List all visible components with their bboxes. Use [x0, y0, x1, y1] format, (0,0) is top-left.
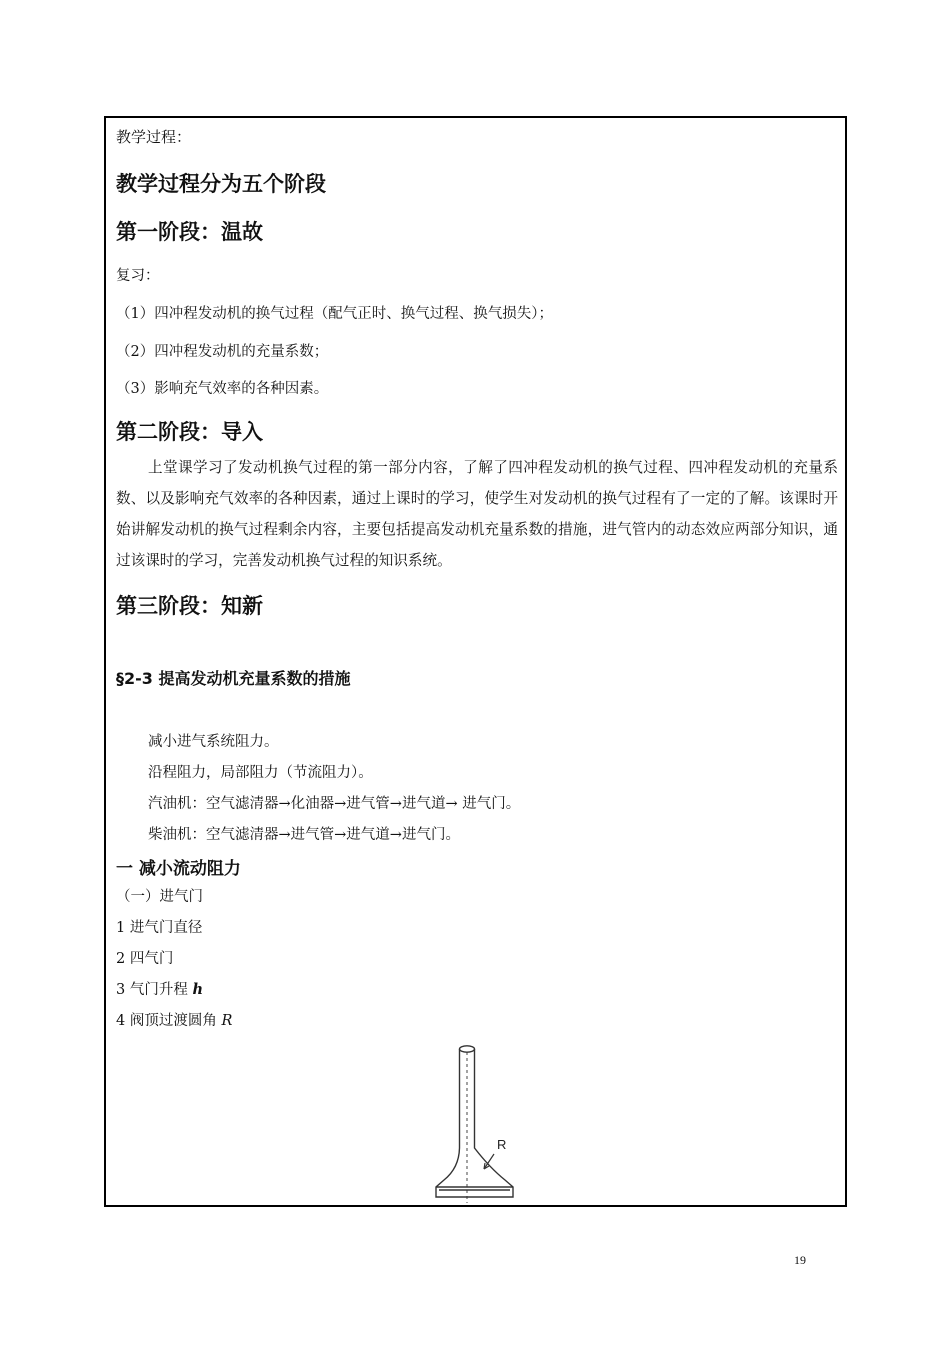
subheading: 一 减小流动阻力 — [116, 859, 241, 879]
stage2-paragraph-text: 上堂课学习了发动机换气过程的第一部分内容，了解了四冲程发动机的换气过程、四冲程发动机的充量系数、以及影响充气效率的各种因素，通过上课时的学习，使学生对发动机的换气过程有了一定的了解。该课时开始讲解发动机的换气过程剩余内容，主要包括提高发动机充量系数的措施，进气管内的动态效应两部分知识，通过该课时的学习，完善发动机换气过程的知识系统。 — [116, 459, 838, 569]
stage2-heading: 第二阶段：导入 — [116, 420, 263, 444]
text-line: 减小进气系统阻力。 — [148, 734, 279, 750]
valve-body — [436, 1049, 513, 1197]
text-line: 沿程阻力，局部阻力（节流阻力）。 — [148, 765, 373, 781]
list-item: 1 进气门直径 — [116, 920, 203, 936]
page-number: 19 — [794, 1253, 806, 1267]
stage2-paragraph — [116, 452, 838, 576]
review-item-3: （3）影响充气效率的各种因素。 — [116, 381, 329, 397]
list-item-valve-lift — [116, 978, 203, 999]
list-item-fillet — [116, 1009, 232, 1030]
review-label: 复习： — [116, 268, 160, 284]
main-title: 教学过程分为五个阶段 — [116, 172, 326, 196]
list-item-text: 3 气门升程 — [116, 982, 193, 998]
stage1-heading: 第一阶段：温故 — [116, 220, 263, 244]
list-item: 2 四气门 — [116, 951, 174, 967]
list-item: （一）进气门 — [116, 889, 203, 905]
fillet-radius-label: R — [497, 1137, 507, 1152]
stage3-heading: 第三阶段：知新 — [116, 594, 263, 618]
petrol-engine-path: 汽油机：空气滤清器→化油器→进气管→进气道→ 进气门。 — [148, 796, 521, 812]
valve-diagram — [431, 1040, 521, 1205]
valve-stem-top — [460, 1046, 475, 1052]
list-item-text: 4 阀顶过渡圆角 — [116, 1013, 222, 1029]
review-item-2: （2）四冲程发动机的充量系数； — [116, 344, 329, 360]
section-title: §2-3 提高发动机充量系数的措施 — [116, 669, 351, 688]
diesel-engine-path: 柴油机：空气滤清器→进气管→进气道→进气门。 — [148, 827, 460, 843]
var-h: h — [192, 981, 203, 998]
content-frame — [104, 116, 847, 1207]
var-r: R — [221, 1013, 233, 1029]
header-label: 教学过程： — [116, 128, 192, 146]
review-item-1: （1）四冲程发动机的换气过程（配气正时、换气过程、换气损失）； — [116, 306, 553, 322]
